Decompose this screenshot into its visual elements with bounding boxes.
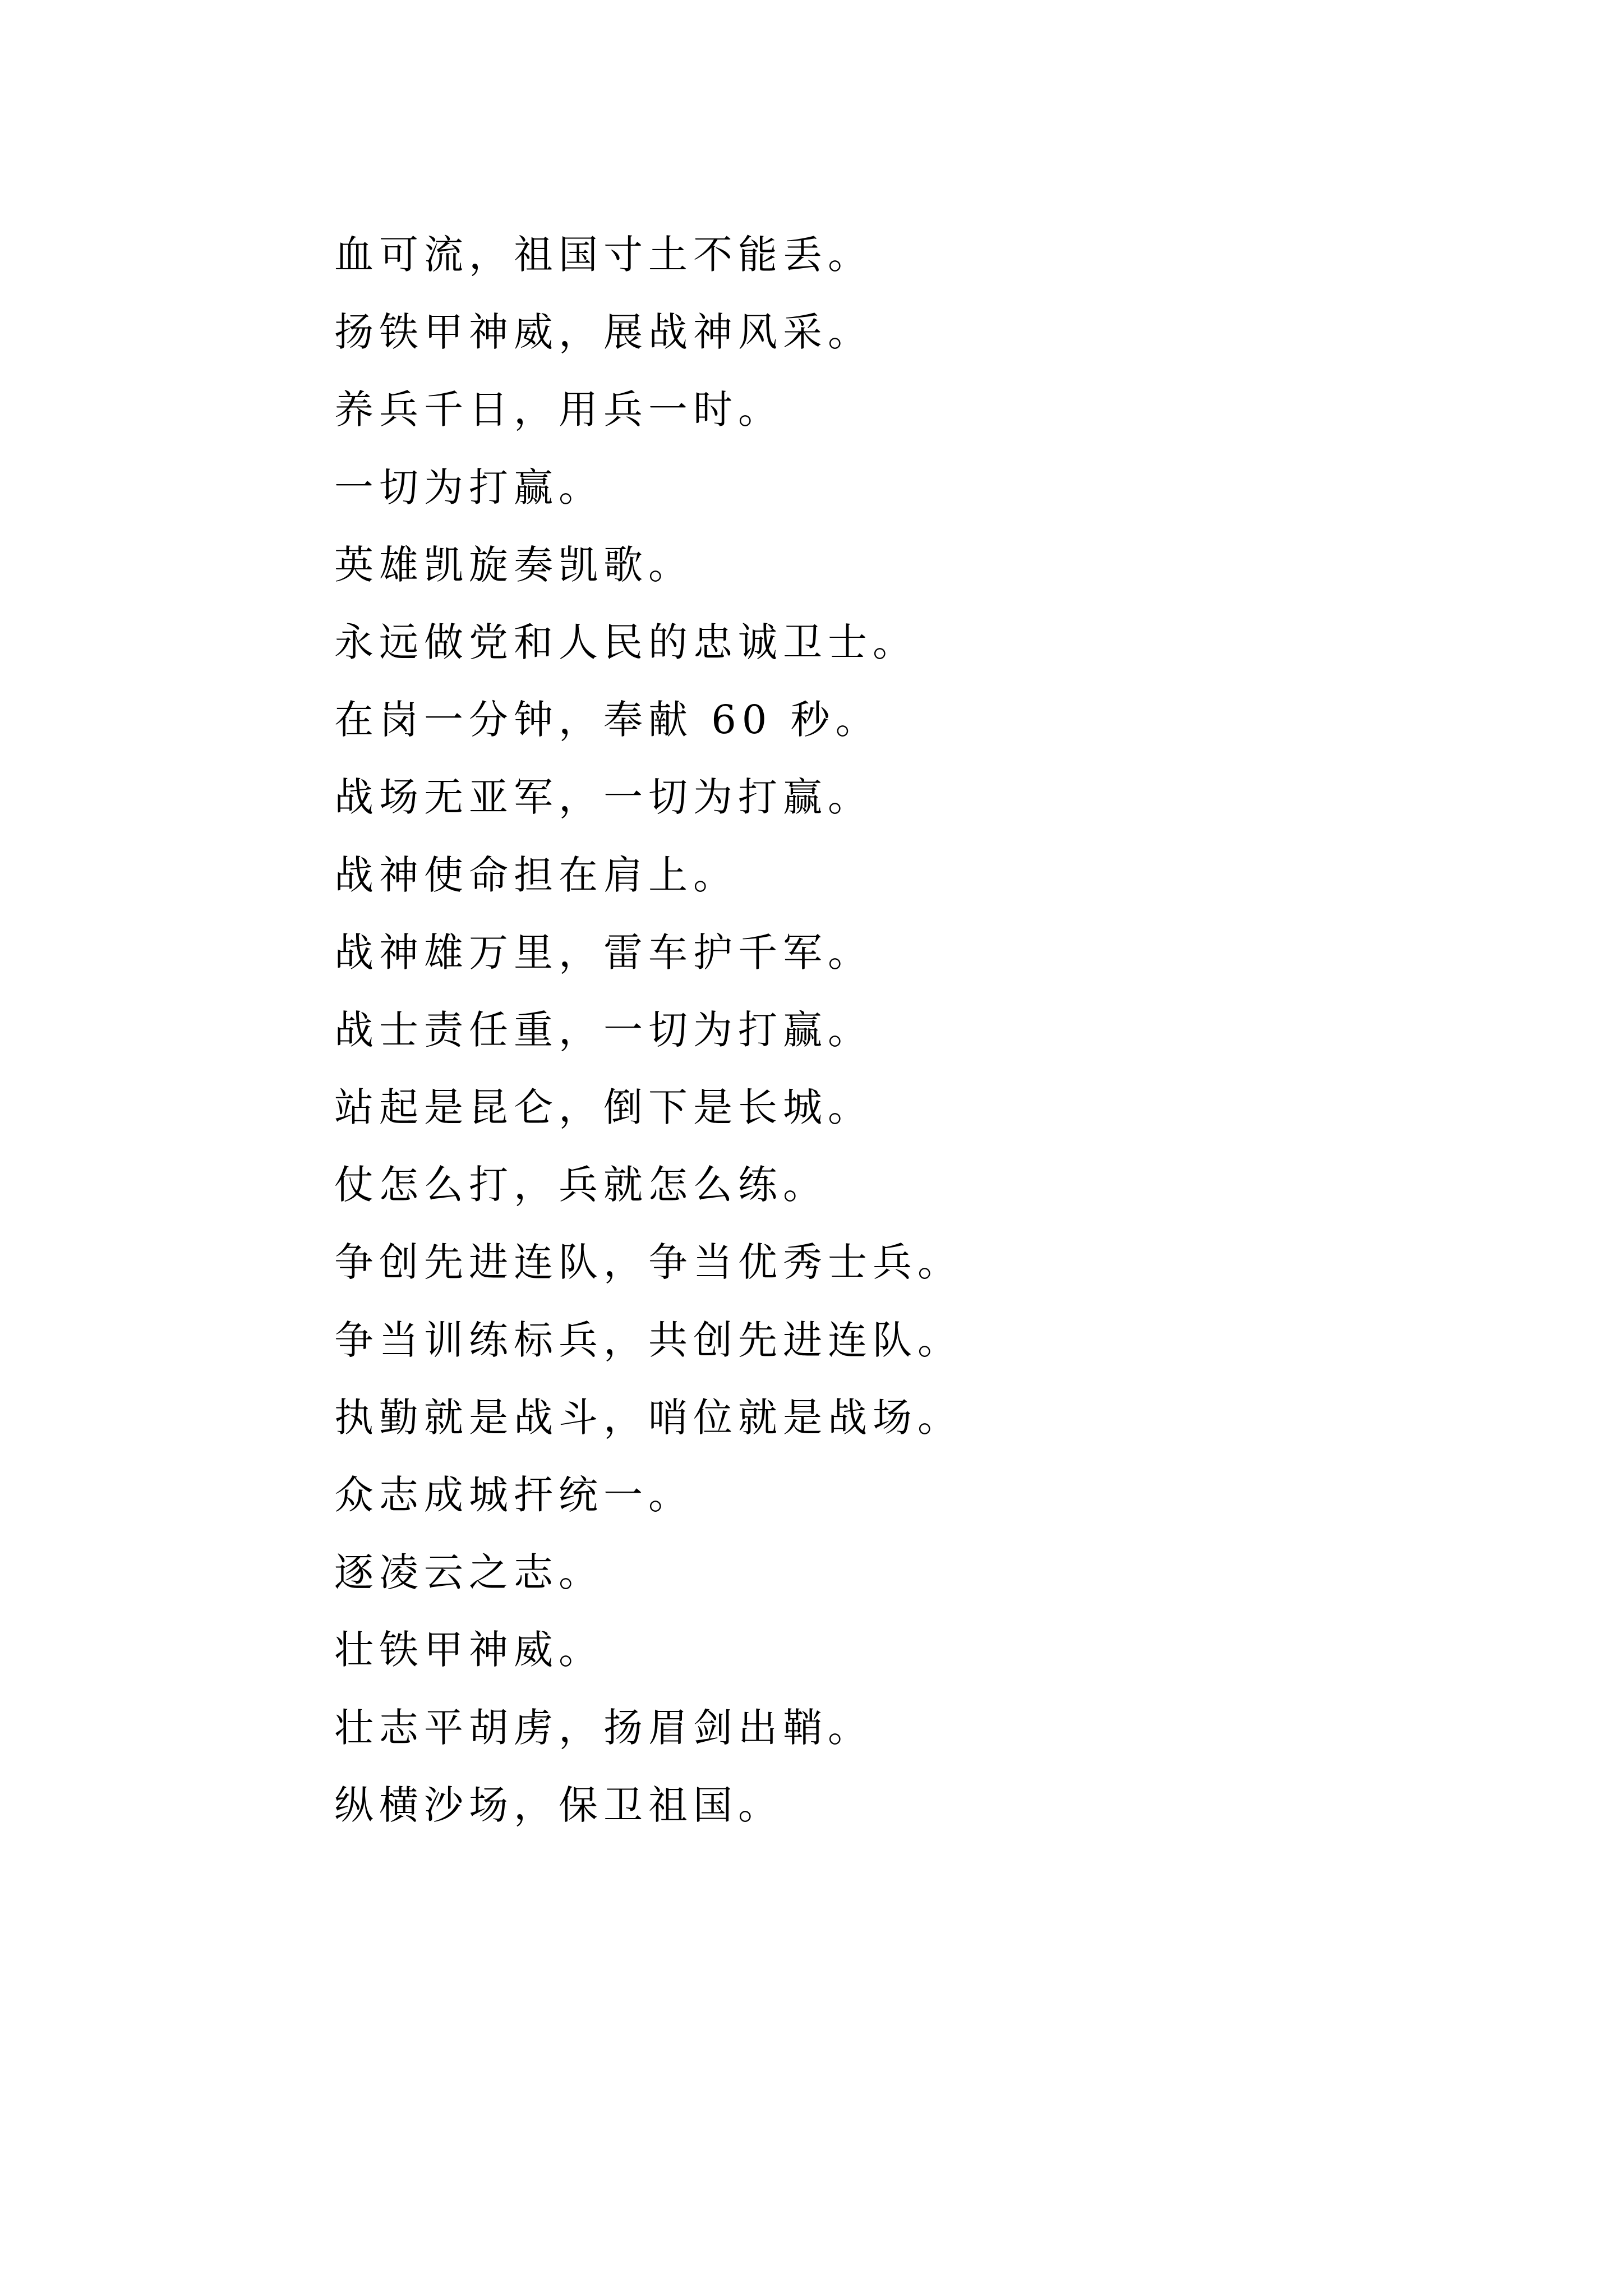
- slogan-line: 血可流，祖国寸土不能丢。: [334, 232, 873, 278]
- slogan-line: 战神使命担在肩上。: [334, 852, 738, 898]
- slogan-line: 执勤就是战斗，哨位就是战场。: [334, 1394, 962, 1441]
- slogan-line: 纵横沙场，保卫祖国。: [334, 1782, 783, 1828]
- slogan-line: 逐凌云之志。: [334, 1549, 603, 1596]
- slogan-line: 扬铁甲神威，展战神风采。: [334, 309, 873, 356]
- slogan-line: 战神雄万里，雷车护千军。: [334, 929, 873, 976]
- slogan-list: [334, 216, 1456, 1844]
- slogan-line: 在岗一分钟，奉献 60 秒。: [334, 697, 880, 743]
- slogan-line: 争当训练标兵，共创先进连队。: [334, 1317, 962, 1363]
- slogan-line: 争创先进连队，争当优秀士兵。: [334, 1239, 962, 1286]
- slogan-line: 永远做党和人民的忠诚卫士。: [334, 619, 917, 665]
- slogan-line: 壮铁甲神威。: [334, 1627, 603, 1673]
- slogan-line: 战场无亚军，一切为打赢。: [334, 774, 873, 821]
- slogan-line: 众志成城扞统一。: [334, 1472, 693, 1518]
- slogan-line: 养兵千日，用兵一时。: [334, 386, 783, 433]
- slogan-line: 战士责任重，一切为打赢。: [334, 1006, 873, 1053]
- slogan-line: 壮志平胡虏，扬眉剑出鞘。: [334, 1704, 873, 1751]
- slogan-line: 一切为打赢。: [334, 464, 603, 510]
- slogan-line: 站起是昆仑，倒下是长城。: [334, 1084, 873, 1131]
- slogan-line: 英雄凯旋奏凯歌。: [334, 541, 693, 588]
- slogan-line: 仗怎么打，兵就怎么练。: [334, 1162, 828, 1208]
